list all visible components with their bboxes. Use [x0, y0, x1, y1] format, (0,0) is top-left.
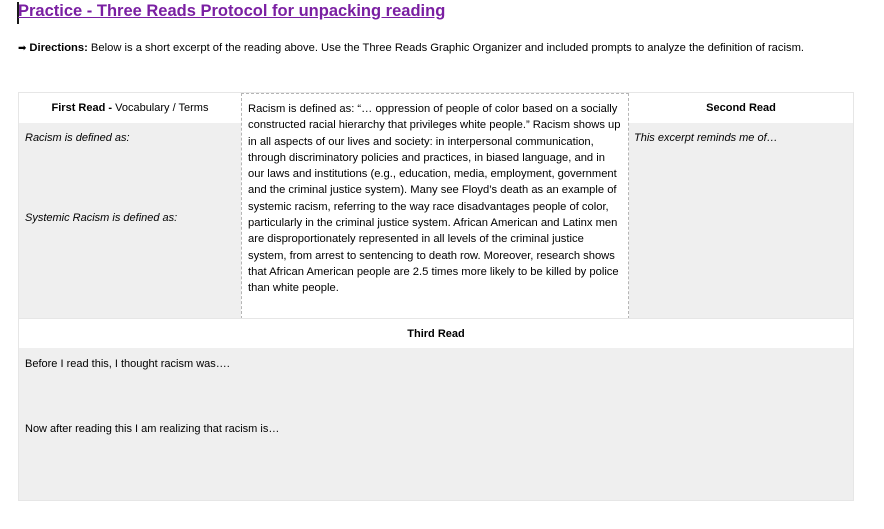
third-read-cell[interactable] — [19, 348, 853, 500]
first-read-header-subtitle: Vocabulary / Terms — [115, 102, 209, 114]
racism-definition-prompt: Racism is defined as: — [25, 132, 130, 144]
second-read-header: Second Read — [629, 93, 853, 123]
page-title[interactable]: Practice - Three Reads Protocol for unpacking reading — [18, 2, 446, 20]
first-read-cell[interactable] — [19, 123, 241, 318]
first-read-header-bold: First Read - — [51, 102, 116, 114]
third-read-prompt-before: Before I read this, I thought racism was…. — [25, 358, 230, 370]
first-read-header — [19, 93, 241, 123]
right-arrow-icon: ➡ — [18, 43, 27, 54]
second-read-cell[interactable] — [629, 123, 853, 318]
third-read-header: Third Read — [19, 318, 853, 348]
directions — [18, 40, 858, 57]
directions-label: Directions: — [29, 42, 88, 54]
directions-text: Below is a short excerpt of the reading above. Use the Three Reads Graphic Organizer and included prompts to analyze the definition of racism. — [87, 42, 805, 54]
second-read-prompt: This excerpt reminds me of… — [634, 132, 778, 144]
systemic-racism-definition-prompt: Systemic Racism is defined as: — [25, 212, 178, 224]
reading-excerpt: Racism is defined as: “… oppression of people of color based on a socially constructed racial hierarchy that privileges white people.” Racism shows up in all aspects of our lives and society: in interpersonal communication, through discriminatory policies and practices, in biased language, and in our laws and institutions (e.g., education, media, employment, government and the criminal justice system). Many see Floyd’s death as an example of systemic racism, referring to the way race disadvantages people of color, particularly in the criminal justice system. African American and Latinx men are disproportionately represented in all levels of the criminal justice system, from arrest to sentencing to death row. Moreover, research shows that African American people are 2.5 times more likely to be killed by police than white people. — [241, 93, 629, 319]
third-read-prompt-after: Now after reading this I am realizing that racism is… — [25, 423, 280, 435]
three-reads-organizer — [18, 92, 854, 501]
